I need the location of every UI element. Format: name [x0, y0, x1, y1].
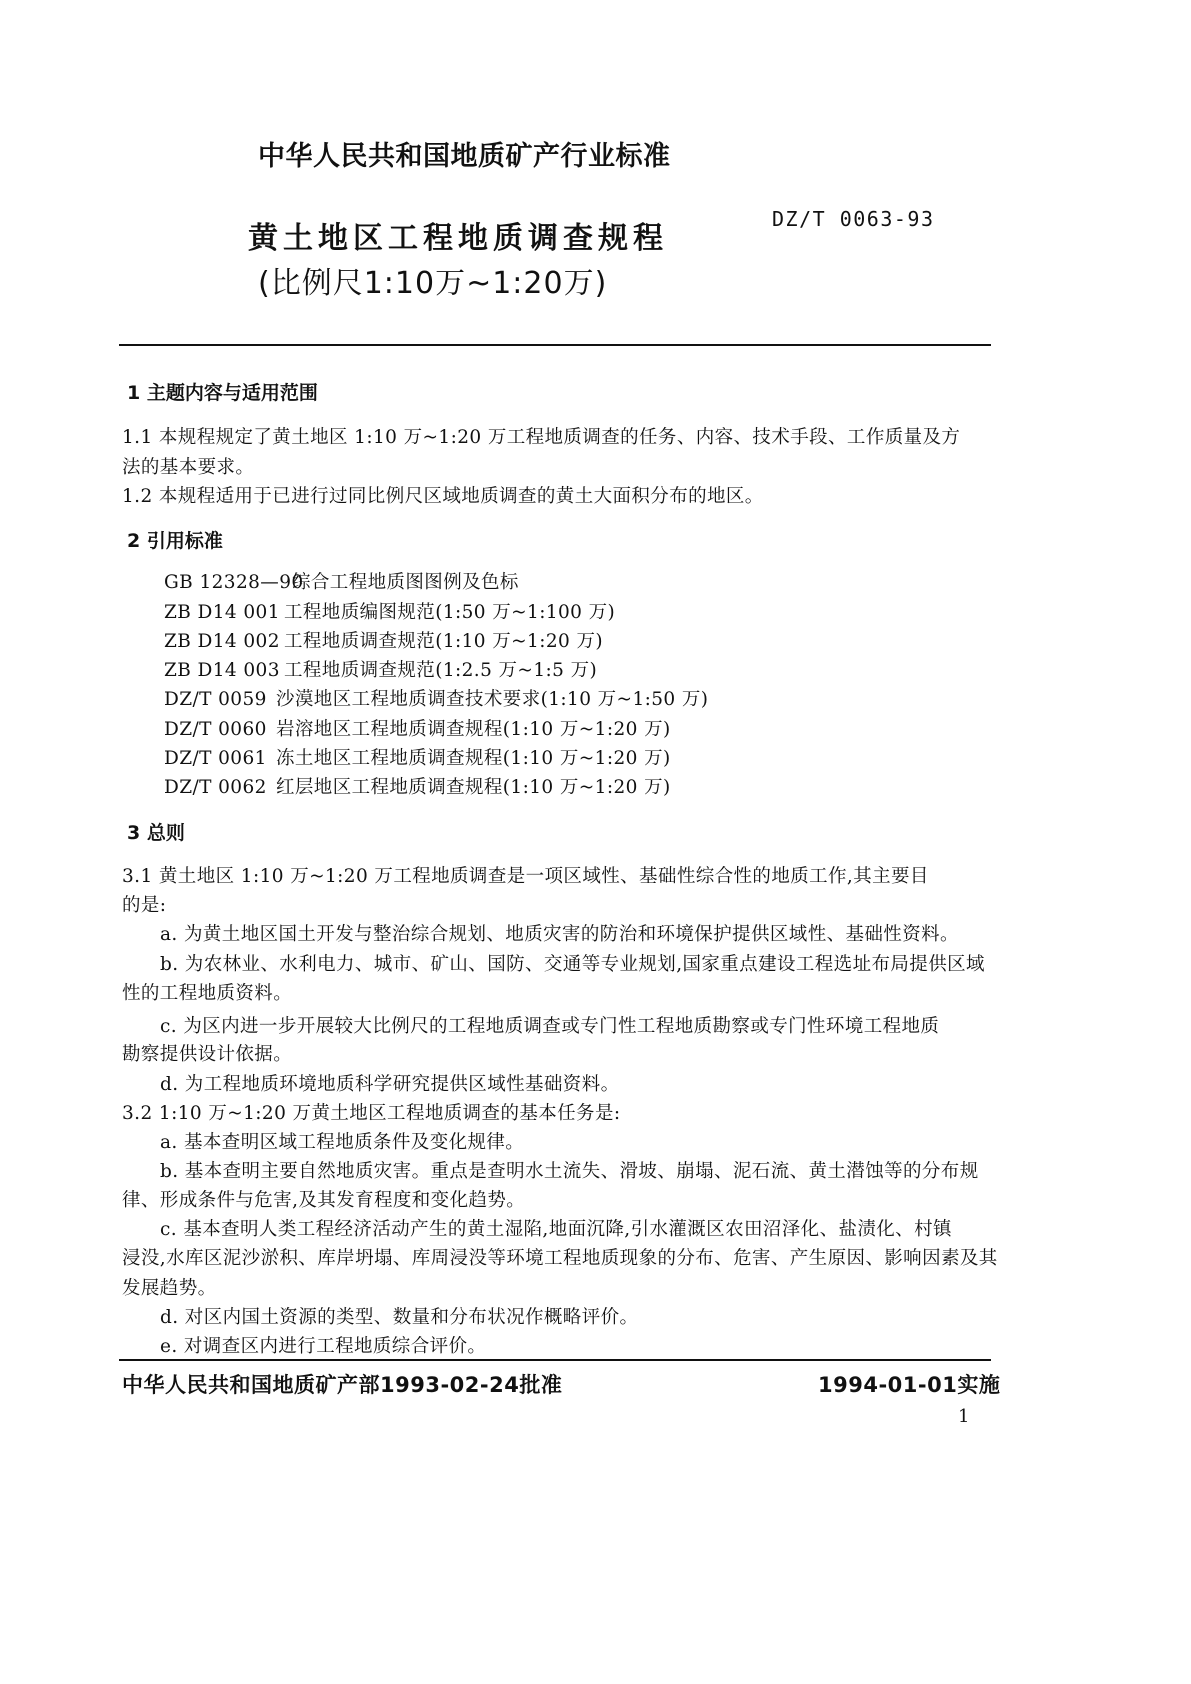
effective-date: 1994-01-01实施 [818, 1373, 1001, 1397]
ref-item [164, 656, 597, 682]
item-3-2-a: a. 基本查明区域工程地质条件及变化规律。 [160, 1132, 525, 1153]
agency-title: 中华人民共和国地质矿产行业标准 [258, 141, 671, 172]
section2-heading: 2 引用标准 [127, 530, 223, 552]
ref-code: DZ/T 0062 [164, 777, 267, 798]
ref-code: ZB D14 002 [164, 631, 280, 652]
item-3-1-a: a. 为黄土地区国土开发与整治综合规划、地质灾害的防治和环境保护提供区域性、基础性资料。 [160, 924, 959, 945]
item-3-2-e: e. 对调查区内进行工程地质综合评价。 [160, 1336, 487, 1357]
para-1-1-line1: 1.1 本规程规定了黄土地区 1:10 万~1:20 万工程地质调查的任务、内容、技术手段、工作质量及方 [122, 427, 961, 448]
ref-code: DZ/T 0059 [164, 689, 267, 710]
ref-title: 工程地质调查规范(1:10 万~1:20 万) [284, 631, 603, 652]
doc-title: 黄土地区工程地质调查规程 [248, 221, 668, 256]
ref-code: ZB D14 003 [164, 660, 280, 681]
ref-item [164, 773, 671, 799]
item-3-1-b-line2: 性的工程地质资料。 [122, 983, 293, 1004]
ref-title: 岩溶地区工程地质调查规程(1:10 万~1:20 万) [276, 719, 671, 740]
ref-code: GB 12328—90 [164, 572, 304, 593]
para-1-2: 1.2 本规程适用于已进行过同比例尺区域地质调查的黄土大面积分布的地区。 [122, 486, 764, 507]
item-3-2-c-line3: 发展趋势。 [122, 1278, 217, 1299]
doc-number: DZ/T 0063-93 [772, 207, 935, 231]
ref-title: 工程地质编图规范(1:50 万~1:100 万) [284, 602, 616, 623]
ref-code: DZ/T 0060 [164, 719, 267, 740]
item-3-1-d: d. 为工程地质环境地质科学研究提供区域性基础资料。 [160, 1074, 620, 1095]
ref-item [164, 568, 519, 594]
item-3-2-c-line1: c. 基本查明人类工程经济活动产生的黄土湿陷,地面沉降,引水灌溉区农田沼泽化、盐渍化、村镇 [160, 1219, 952, 1240]
item-3-1-c-line2: 勘察提供设计依据。 [122, 1044, 293, 1065]
item-3-2-b-line1: b. 基本查明主要自然地质灾害。重点是查明水土流失、滑坡、崩塌、泥石流、黄土潜蚀等的分布规 [160, 1161, 979, 1182]
item-3-1-b-line1: b. 为农林业、水利电力、城市、矿山、国防、交通等专业规划,国家重点建设工程选址布局提供区域 [160, 954, 985, 975]
header-rule [119, 344, 991, 346]
doc-subtitle: (比例尺1:10万~1:20万) [258, 266, 608, 301]
section3-heading: 3 总则 [127, 822, 185, 844]
para-3-1-line2: 的是: [122, 895, 167, 916]
para-3-2: 3.2 1:10 万~1:20 万黄土地区工程地质调查的基本任务是: [122, 1103, 621, 1124]
item-3-2-c-line2: 浸没,水库区泥沙淤积、库岸坍塌、库周浸没等环境工程地质现象的分布、危害、产生原因、影响因素及其 [122, 1248, 998, 1269]
page-number: 1 [958, 1406, 970, 1427]
approval-line: 中华人民共和国地质矿产部1993-02-24批准 [122, 1373, 563, 1397]
ref-title: 冻土地区工程地质调查规程(1:10 万~1:20 万) [276, 748, 671, 769]
ref-item [164, 715, 671, 741]
ref-title: 工程地质调查规范(1:2.5 万~1:5 万) [284, 660, 598, 681]
ref-item [164, 627, 603, 653]
ref-code: ZB D14 001 [164, 602, 280, 623]
section1-heading: 1 主题内容与适用范围 [127, 382, 318, 404]
ref-item [164, 685, 708, 711]
ref-title: 综合工程地质图图例及色标 [292, 572, 519, 593]
ref-title: 红层地区工程地质调查规程(1:10 万~1:20 万) [276, 777, 671, 798]
ref-title: 沙漠地区工程地质调查技术要求(1:10 万~1:50 万) [276, 689, 709, 710]
ref-item [164, 598, 615, 624]
item-3-2-b-line2: 律、形成条件与危害,及其发育程度和变化趋势。 [122, 1190, 526, 1211]
para-3-1-line1: 3.1 黄土地区 1:10 万~1:20 万工程地质调查是一项区域性、基础性综合性的地质工作,其主要目 [122, 866, 929, 887]
footer-rule [119, 1359, 991, 1361]
ref-code: DZ/T 0061 [164, 748, 267, 769]
item-3-1-c-line1: c. 为区内进一步开展较大比例尺的工程地质调查或专门性工程地质勘察或专门性环境工程地质 [160, 1016, 940, 1037]
item-3-2-d: d. 对区内国土资源的类型、数量和分布状况作概略评价。 [160, 1307, 639, 1328]
para-1-1-line2: 法的基本要求。 [122, 457, 255, 478]
ref-item [164, 744, 671, 770]
